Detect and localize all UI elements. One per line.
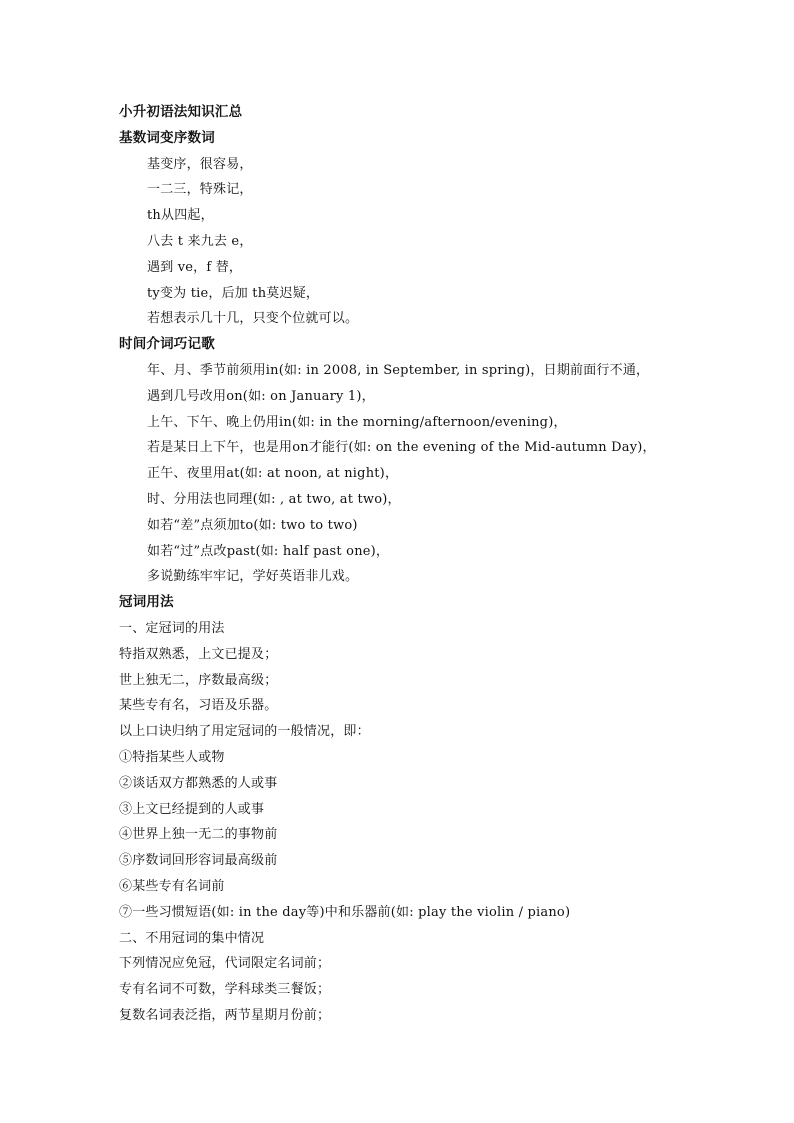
section-line: 上午、下午、晚上仍用in(如: in the morning/afternoon/evening)， xyxy=(147,414,567,430)
section-line: ty变为 tie，后加 th莫迟疑， xyxy=(147,285,320,301)
section-heading-articles: 冠词用法 xyxy=(119,594,174,611)
section-line: 复数名词表泛指，两节星期月份前； xyxy=(119,1007,331,1023)
section-line: 以上口诀归纳了用定冠词的一般情况，即： xyxy=(119,724,370,740)
section-line: 时、分用法也同理(如: , at two, at two)， xyxy=(147,491,401,507)
section-line: 正午、夜里用at(如: at noon, at night)， xyxy=(147,466,399,482)
section-line: 如若“过”点改past(如: half past one)， xyxy=(147,543,390,559)
section-line: 年、月、季节前须用in(如: in 2008, in September, in spring)，日期前面行不通， xyxy=(147,362,650,378)
list-item: ⑤序数词回形容词最高级前 xyxy=(119,853,278,869)
section-line: 八去 t 来九去 e， xyxy=(147,233,253,249)
section-line: 二、不用冠词的集中情况 xyxy=(119,930,265,946)
section-line: 多说勤练牢牢记，学好英语非儿戏。 xyxy=(147,569,359,585)
document-title: 小升初语法知识汇总 xyxy=(119,104,243,120)
list-item: ⑥某些专有名词前 xyxy=(119,878,225,894)
list-item: ③上文已经提到的人或事 xyxy=(119,801,265,817)
section-line: 一、定冠词的用法 xyxy=(119,620,225,636)
section-line: 如若“差”点须加to(如: two to two) xyxy=(147,517,358,533)
section-line: 一二三，特殊记， xyxy=(147,182,253,198)
list-item: ④世界上独一无二的事物前 xyxy=(119,827,278,843)
list-item: ①特指某些人或物 xyxy=(119,749,225,765)
section-line: 某些专有名，习语及乐器。 xyxy=(119,698,278,714)
document-page xyxy=(119,100,759,1029)
section-line: 世上独无二，序数最高级； xyxy=(119,672,278,688)
section-line: 特指双熟悉，上文已提及； xyxy=(119,646,278,662)
section-line: 下列情况应免冠，代词限定名词前； xyxy=(119,956,331,972)
section-line: 若想表示几十几，只变个位就可以。 xyxy=(147,311,359,327)
section-heading-time-prepositions: 时间介词巧记歌 xyxy=(119,336,215,353)
section-line: 若是某日上下午，也是用on才能行(如: on the evening of the Mid-autumn Day)， xyxy=(147,440,656,456)
section-heading-ordinal: 基数词变序数词 xyxy=(119,129,215,146)
section-line: 专有名词不可数，学科球类三餐饭； xyxy=(119,982,331,998)
list-item: ⑦一些习惯短语(如: in the day等)中和乐器前(如: play the violin / piano) xyxy=(119,904,571,920)
section-line: 基变序，很容易， xyxy=(147,156,253,172)
section-line: 遇到 ve，f 替， xyxy=(147,259,243,275)
section-line: 遇到几号改用on(如: on January 1)， xyxy=(147,388,375,404)
section-line: th从四起， xyxy=(147,208,214,224)
list-item: ②谈话双方都熟悉的人或事 xyxy=(119,775,278,791)
